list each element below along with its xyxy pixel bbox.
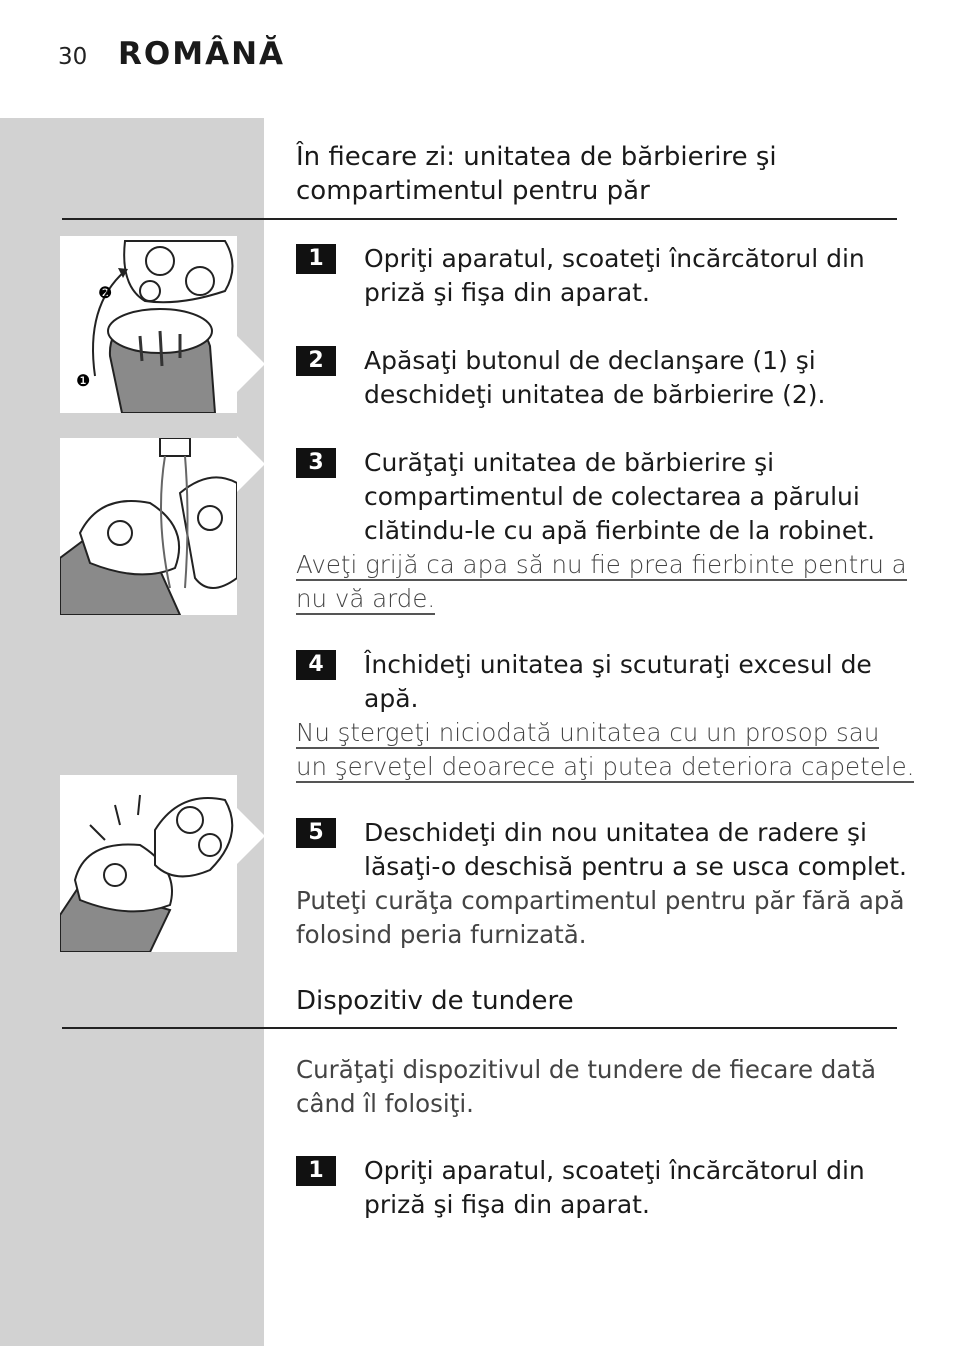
heading-line-1: În fiecare zi: unitatea de bărbierire şi bbox=[296, 142, 777, 172]
step-text bbox=[364, 344, 904, 412]
trimmer-intro bbox=[296, 1053, 876, 1121]
language-title: ROMÂNĂ bbox=[118, 36, 285, 72]
step-line: Opriţi aparatul, scoateţi încărcătorul din bbox=[364, 244, 865, 273]
section-divider bbox=[62, 1027, 897, 1029]
shaver-rinse-drawing bbox=[60, 438, 237, 615]
heading-line-2: compartimentul pentru păr bbox=[296, 176, 650, 206]
note-step-5 bbox=[296, 884, 904, 952]
section-heading-daily bbox=[296, 140, 777, 208]
step-number: 2 bbox=[296, 346, 336, 376]
step-line: priză şi fişa din aparat. bbox=[364, 1190, 650, 1219]
step-line: apă. bbox=[364, 684, 419, 713]
step-line: lăsaţi-o deschisă pentru a se usca complet. bbox=[364, 852, 907, 881]
note-line: Aveţi grijă ca apa să nu fie prea fierbinte pentru a bbox=[296, 550, 907, 579]
note-line: Puteţi curăţa compartimentul pentru păr fără apă bbox=[296, 886, 905, 915]
step-number: 3 bbox=[296, 448, 336, 478]
note-line: Nu ştergeţi niciodată unitatea cu un prosop sau bbox=[296, 718, 880, 747]
illustration-open-shaving-unit bbox=[60, 236, 237, 413]
step-line: Curăţaţi unitatea de bărbierire şi bbox=[364, 448, 775, 477]
illustration-pointer-2 bbox=[237, 436, 265, 492]
step-text bbox=[364, 1154, 904, 1222]
step-number: 4 bbox=[296, 650, 336, 680]
note-line: un şerveţel deoarece aţi putea deteriora capetele. bbox=[296, 752, 915, 781]
step-text bbox=[364, 446, 904, 548]
step-number: 1 bbox=[296, 1156, 336, 1186]
note-step-4 bbox=[296, 716, 914, 784]
illustration-rinse-under-tap bbox=[60, 438, 237, 615]
intro-line: când îl folosiţi. bbox=[296, 1089, 474, 1118]
shaver-dry-drawing bbox=[60, 775, 237, 952]
step-line: Închideţi unitatea şi scuturaţi excesul de bbox=[364, 650, 872, 679]
step-text bbox=[364, 242, 904, 310]
step-line: Opriţi aparatul, scoateţi încărcătorul din bbox=[364, 1156, 865, 1185]
step-text bbox=[364, 816, 954, 884]
step-number: 1 bbox=[296, 244, 336, 274]
note-step-3 bbox=[296, 548, 907, 616]
label-2: ❷ bbox=[98, 283, 113, 302]
section-divider bbox=[62, 218, 897, 220]
step-text bbox=[364, 648, 904, 716]
step-line: clătindu-le cu apă fierbinte de la robinet. bbox=[364, 516, 876, 545]
step-number: 5 bbox=[296, 818, 336, 848]
illustration-pointer-1 bbox=[237, 336, 265, 392]
section-heading-trimmer: Dispozitiv de tundere bbox=[296, 986, 574, 1016]
shaver-open-drawing bbox=[60, 236, 237, 413]
intro-line: Curăţaţi dispozitivul de tundere de fiecare dată bbox=[296, 1055, 876, 1084]
step-line: compartimentul de colectarea a părului bbox=[364, 482, 860, 511]
step-line: deschideţi unitatea de bărbierire (2). bbox=[364, 380, 826, 409]
note-line: folosind peria furnizată. bbox=[296, 920, 587, 949]
step-line: Apăsaţi butonul de declanşare (1) şi bbox=[364, 346, 816, 375]
step-line: priză şi fişa din aparat. bbox=[364, 278, 650, 307]
note-line: nu vă arde. bbox=[296, 584, 436, 613]
label-1: ❶ bbox=[76, 371, 91, 390]
illustration-pointer-3 bbox=[237, 808, 265, 864]
page-number: 30 bbox=[58, 44, 88, 70]
illustration-open-to-dry bbox=[60, 775, 237, 952]
step-line: Deschideţi din nou unitatea de radere şi bbox=[364, 818, 867, 847]
